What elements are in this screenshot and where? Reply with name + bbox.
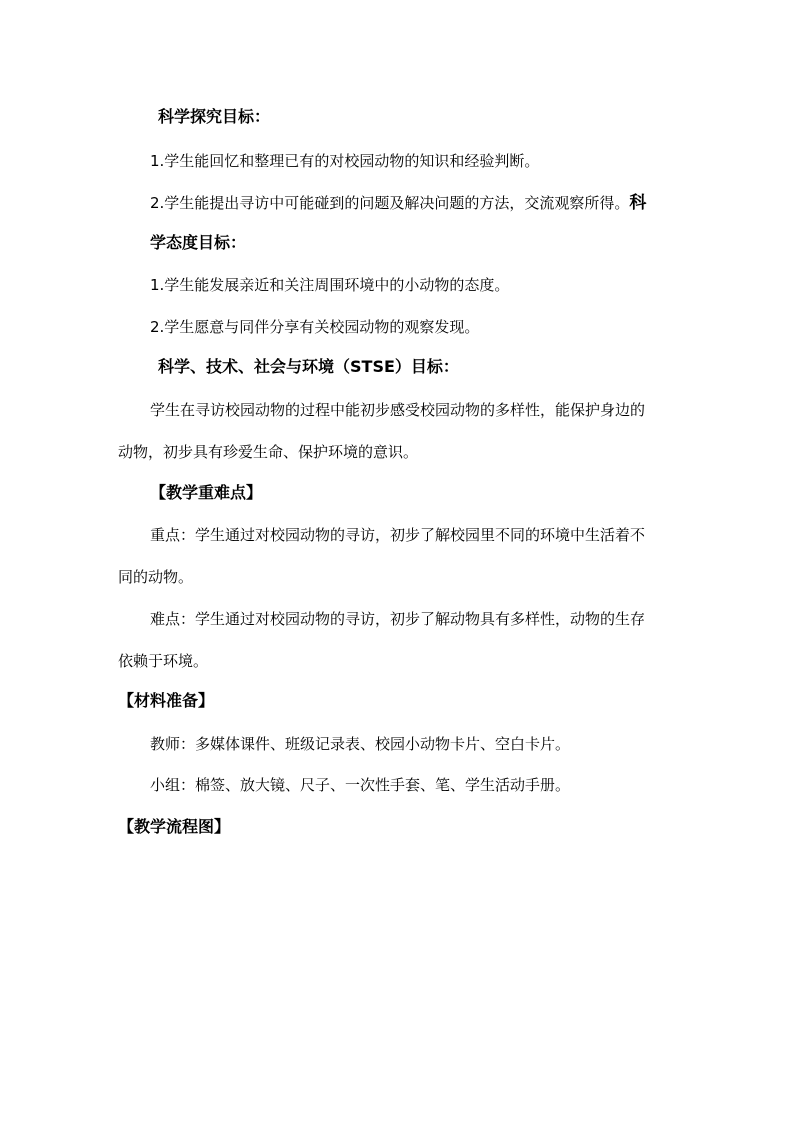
inquiry-goal-item-1: 1.学生能回忆和整理已有的对校园动物的知识和经验判断。 — [150, 152, 540, 170]
inquiry-goal-item-2-line — [150, 193, 646, 213]
materials-group: 小组：棉签、放大镜、尺子、一次性手套、笔、学生活动手册。 — [150, 776, 571, 794]
inquiry-goal-item-2: 2.学生能提出寻访中可能碰到的问题及解决问题的方法，交流观察所得。 — [150, 194, 630, 212]
stse-goal-text-line-2: 动物，初步具有珍爱生命、保护环境的意识。 — [118, 443, 419, 461]
key-points-heading: 【教学重难点】 — [150, 483, 263, 502]
difficult-point-line-1: 难点：学生通过对校园动物的寻访，初步了解动物具有多样性，动物的生存 — [150, 610, 646, 628]
stse-goal-text-line-1: 学生在寻访校园动物的过程中能初步感受校园动物的多样性，能保护身边的 — [150, 401, 646, 419]
attitude-goal-item-1: 1.学生能发展亲近和关注周围环境中的小动物的态度。 — [150, 276, 510, 294]
materials-heading: 【材料准备】 — [118, 691, 215, 710]
attitude-goal-item-2: 2.学生愿意与同伴分享有关校园动物的观察发现。 — [150, 318, 480, 336]
stse-goal-heading: 科学、技术、社会与环境（STSE）目标： — [158, 357, 459, 376]
key-point-line-2: 同的动物。 — [118, 568, 194, 586]
flowchart-heading: 【教学流程图】 — [118, 817, 231, 836]
inquiry-goal-heading: 科学探究目标： — [158, 107, 271, 126]
materials-teacher: 教师：多媒体课件、班级记录表、校园小动物卡片、空白卡片。 — [150, 735, 571, 753]
attitude-goal-heading-start: 科 — [629, 193, 647, 213]
key-point-line-1: 重点：学生通过对校园动物的寻访，初步了解校园里不同的环境中生活着不 — [150, 526, 646, 544]
difficult-point-line-2: 依赖于环境。 — [118, 652, 209, 670]
attitude-goal-heading: 学态度目标： — [150, 233, 247, 252]
